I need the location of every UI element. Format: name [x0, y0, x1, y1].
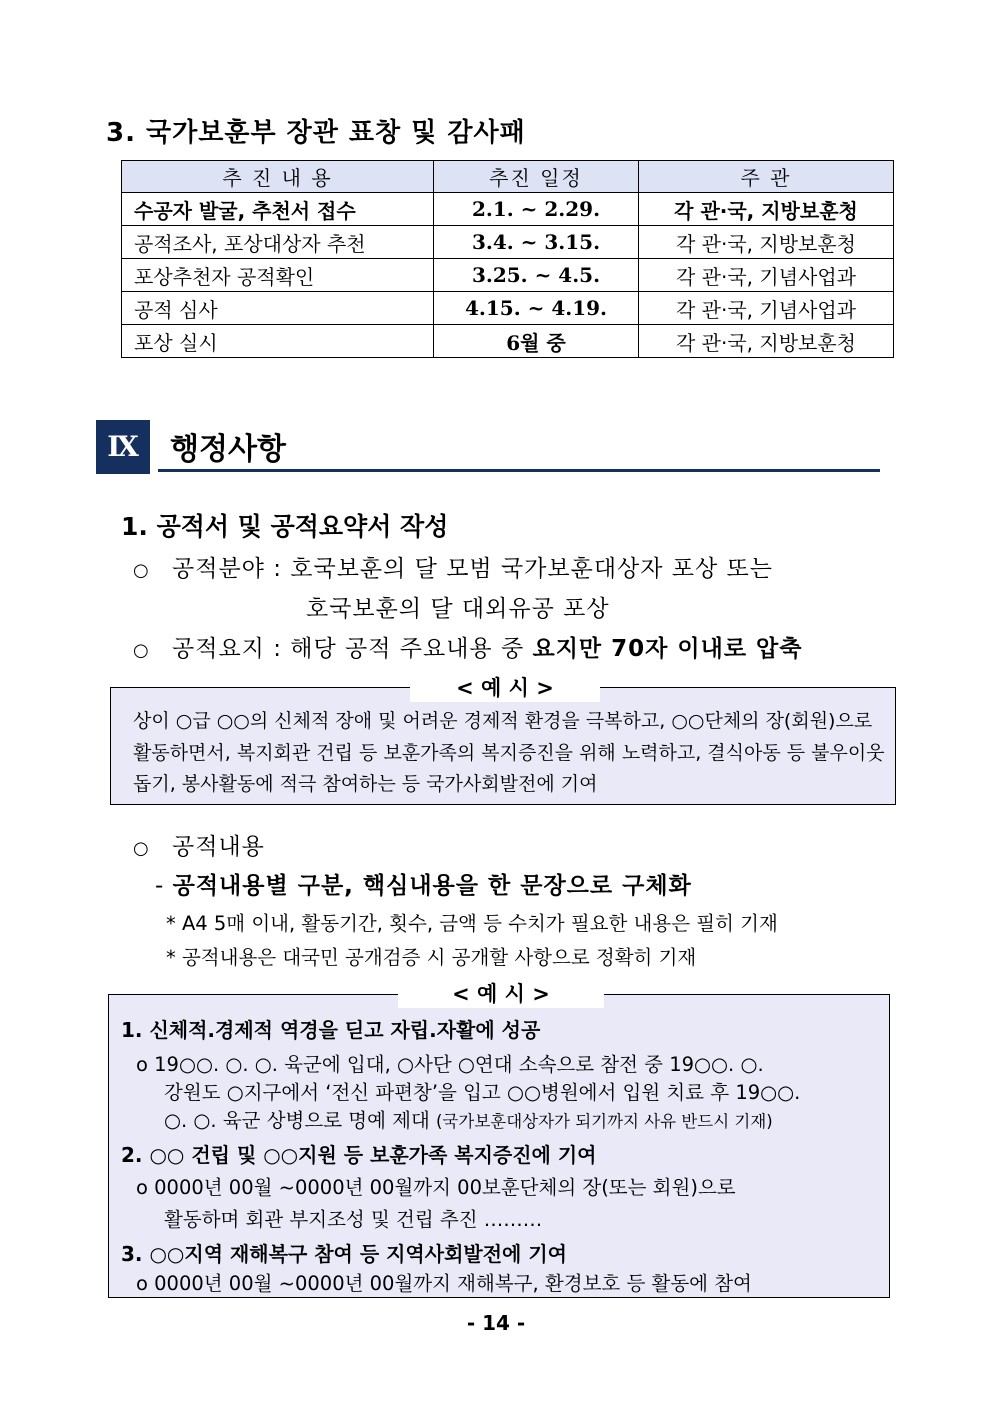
cell-content: 수공자 발굴, 추천서 접수: [122, 193, 434, 226]
gist-emphasis: 요지만 70자 이내로 압축: [532, 636, 803, 662]
circle-bullet-icon: ○: [133, 838, 150, 859]
example-heading-2: 2. ○○ 건립 및 ○○지원 등 보훈가족 복지증진에 기여: [121, 1143, 597, 1167]
bullet-field: [133, 550, 773, 583]
cell-schedule: 6월 중: [434, 325, 639, 358]
chapter-title: 행정사항: [170, 432, 286, 467]
example-line: o 0000년 00월 ~0000년 00월까지 재해복구, 환경보호 등 활동에 참여: [136, 1272, 752, 1295]
example-text: 상이 ○급 ○○의 신체적 장애 및 어려운 경제적 환경을 극복하고, ○○단체의 장(회원)으로 활동하면서, 복지회관 건립 등 보훈가족의 복지증진을 위해 노력하고, 결식아동 등 불우이웃 돕기, 봉사활동에 적극 참여하는 등 국가사회발전에 기여: [133, 710, 885, 795]
bullet-gist: [133, 630, 802, 663]
circle-bullet-icon: ○: [133, 560, 150, 581]
example-line: 강원도 ○지구에서 ‘전신 파편창’을 입고 ○○병원에서 입원 치료 후 19○○.: [164, 1081, 801, 1104]
chapter-number-badge: Ⅸ: [96, 420, 150, 474]
example-heading-3: 3. ○○지역 재해복구 참여 등 지역사회발전에 기여: [121, 1242, 567, 1266]
content-label: 공적내용: [172, 834, 265, 860]
cell-content: 공적조사, 포상대상자 추천: [122, 226, 434, 259]
example-line: [164, 1105, 773, 1133]
example-line-note: (국가보훈대상자가 되기까지 사유 반드시 기재): [436, 1112, 773, 1131]
bullet-content: [133, 828, 265, 861]
table-row: [122, 325, 894, 358]
example-line: 활동하며 회관 부지조성 및 건립 추진 ………: [164, 1208, 543, 1231]
header-content: 추 진 내 용: [122, 161, 434, 193]
schedule-table: [121, 160, 894, 358]
table-row: [122, 226, 894, 259]
cell-host: 각 관·국, 지방보훈청: [639, 325, 894, 358]
example-line-main: ○. ○. 육군 상병으로 명예 제대: [164, 1109, 436, 1132]
note-2: * 공적내용은 대국민 공개검증 시 공개할 사항으로 정확히 기재: [166, 946, 697, 969]
subsection-title: 1. 공적서 및 공적요약서 작성: [121, 512, 449, 541]
cell-host: 각 관·국, 지방보훈청: [639, 193, 894, 226]
content-subitem: [155, 867, 692, 900]
content-sub-a: 공적내용별 구분,: [172, 873, 363, 899]
example-line: o 19○○. ○. ○. 육군에 입대, ○사단 ○연대 소속으로 참전 중 19○○. ○.: [136, 1053, 764, 1076]
cell-content: 포상추천자 공적확인: [122, 259, 434, 292]
cell-content: 포상 실시: [122, 325, 434, 358]
circle-bullet-icon: ○: [133, 640, 150, 661]
header-schedule: 추진 일정: [434, 161, 639, 193]
cell-schedule: 4.15. ~ 4.19.: [434, 292, 639, 325]
page-number: - 14 -: [466, 1311, 526, 1335]
content-sub-b: 핵심내용을 한 문장으로 구체화: [362, 873, 692, 899]
table-row: [122, 193, 894, 226]
cell-schedule: 2.1. ~ 2.29.: [434, 193, 639, 226]
section-title: 3. 국가보훈부 장관 표창 및 감사패: [106, 118, 526, 148]
header-host: 주 관: [639, 161, 894, 193]
cell-schedule: 3.25. ~ 4.5.: [434, 259, 639, 292]
cell-host: 각 관·국, 기념사업과: [639, 259, 894, 292]
cell-schedule: 3.4. ~ 3.15.: [434, 226, 639, 259]
chapter-underline: [158, 469, 880, 472]
field-text: 공적분야 : 호국보훈의 달 모범 국가보훈대상자 포상 또는: [172, 556, 773, 582]
example-heading-1: 1. 신체적.경제적 역경을 딛고 자립.자활에 성공: [121, 1018, 541, 1042]
cell-content: 공적 심사: [122, 292, 434, 325]
cell-host: 각 관·국, 지방보훈청: [639, 226, 894, 259]
dash-bullet-icon: -: [155, 873, 173, 899]
example-tag: < 예 시 >: [410, 674, 600, 702]
table-row: [122, 259, 894, 292]
cell-host: 각 관·국, 기념사업과: [639, 292, 894, 325]
table-row: [122, 292, 894, 325]
field-continuation: 호국보훈의 달 대외유공 포상: [306, 596, 610, 622]
table-header-row: [122, 161, 894, 193]
example-line: o 0000년 00월 ~0000년 00월까지 00보훈단체의 장(또는 회원)으로: [136, 1176, 736, 1199]
example-tag: < 예 시 >: [398, 980, 604, 1008]
gist-text: 공적요지 : 해당 공적 주요내용 중: [172, 636, 533, 662]
note-1: * A4 5매 이내, 활동기간, 횟수, 금액 등 수치가 필요한 내용은 필히 기재: [166, 912, 778, 935]
